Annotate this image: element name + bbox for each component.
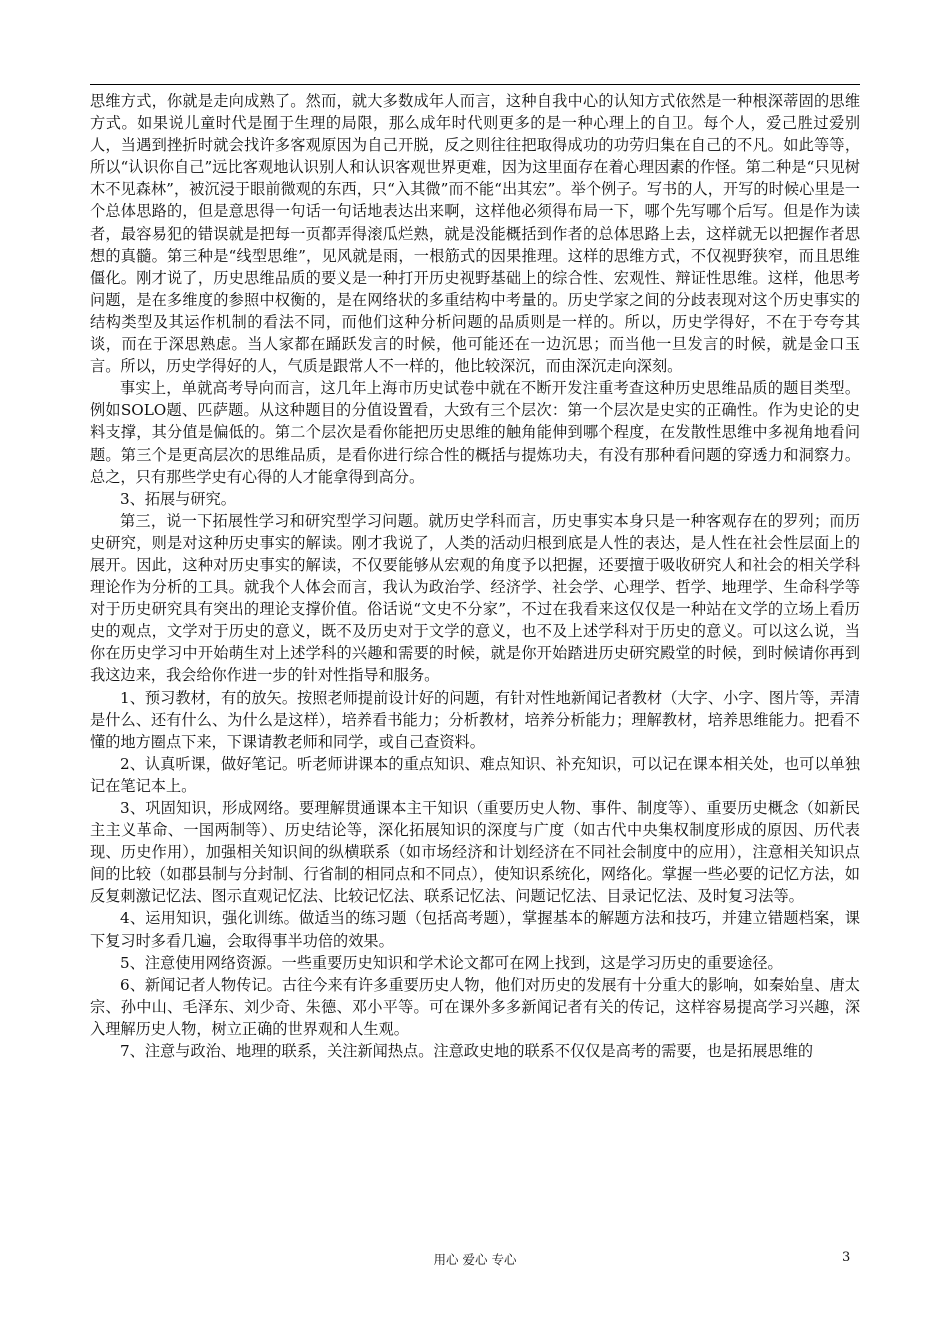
paragraph-10: 6、新闻记者人物传记。古往今来有许多重要历史人物，他们对历史的发展有十分重大的影响，如秦始皇、唐太宗、孙中山、毛泽东、刘少奇、朱德、邓小平等。可在课外多多新闻记者有关的传记，这样容易提高学习兴趣，深入理解历史人物，树立正确的世界观和人生观。 [90, 975, 860, 1038]
paragraph-6: 2、认真听课，做好笔记。听老师讲课本的重点知识、难点知识、补充知识，可以记在课本相关处，也可以单独记在笔记本上。 [90, 754, 860, 795]
paragraph-3: 3、拓展与研究。 [120, 489, 236, 508]
footer-motto: 用心 爱心 专心 [433, 1252, 517, 1267]
paragraph-5: 1、预习教材，有的放矢。按照老师提前设计好的问题，有针对性地新闻记者教材（大字、小字、图片等，弄清是什么、还有什么、为什么是这样），培养看书能力；分析教材，培养分析能力；理解教材，培养思维能力。把看不懂的地方圈点下来，下课请教老师和同学，或自己查资料。 [90, 688, 860, 751]
paragraph-9: 5、注意使用网络资源。一些重要历史知识和学术论文都可在网上找到，这是学习历史的重要途径。 [120, 953, 783, 972]
page-number: 3 [842, 1250, 851, 1265]
paragraph-8: 4、运用知识，强化训练。做适当的练习题（包括高考题），掌握基本的解题方法和技巧，并建立错题档案，课下复习时多看几遍，会取得事半功倍的效果。 [90, 909, 860, 950]
document-body [90, 90, 860, 1062]
header-rule [90, 84, 860, 85]
paragraph-2: 事实上，单就高考导向而言，这几年上海市历史试卷中就在不断开发注重考查这种历史思维品质的题目类型。例如SOLO题、匹萨题。从这种题目的分值设置看，大致有三个层次：第一个层次是史实的正确性。作为史论的史料支撑，其分值是偏低的。第二个层次是看你能把历史思维的触角能伸到哪个程度，在发散性思维中多视角地看问题。第三个是更高层次的思维品质，是看你进行综合性的概括与提炼功夫，有没有那种看问题的穿透力和洞察力。总之，只有那些学史有心得的人才能拿得到高分。 [90, 379, 860, 486]
paragraph-1: 思维方式，你就是走向成熟了。然而，就大多数成年人而言，这种自我中心的认知方式依然是一种根深蒂固的思维方式。如果说儿童时代是囿于生理的局限，那么成年时代则更多的是一种心理上的自卫。每个人，爱己胜过爱别人，当遇到挫折时就会找许多客观原因为自己开脱，反之则往往把取得成功的功劳归集在自己的不凡。如此等等，所以“认识你自己”远比客观地认识别人和认识客观世界更难，因为这里面存在着心理因素的作怪。第二种是“只见树木不见森林”，被沉浸于眼前微观的东西，只“入其微”而不能“出其宏”。举个例子。写书的人，开写的时候心里是一个总体思路的，但是意思得一句话一句话地表达出来啊，这样他必须得布局一下，哪个先写哪个后写。但是作为读者，最容易犯的错误就是把每一页都弄得滚瓜烂熟，就是没能概括到作者的总体思路上去，这样就无以把握作者思想的真髓。第三种是“线型思维”，见风就是雨，一根筋式的因果推理。这样的思维方式，不仅视野狭窄，而且思维僵化。刚才说了，历史思维品质的要义是一种打开历史视野基础上的综合性、宏观性、辩证性思维。这样，他思考问题，是在多维度的参照中权衡的，是在网络状的多重结构中考量的。历史学家之间的分歧表现对这个历史事实的结构类型及其运作机制的看法不同，而他们这种分析问题的品质则是一样的。所以，历史学得好，不在于夸夸其谈，而在于深思熟虑。当人家都在踊跃发言的时候，他可能还在一边沉思；而当他一旦发言的时候，就是金口玉言。所以，历史学得好的人，气质是跟常人不一样的，他比较深沉，而由深沉走向深刻。 [90, 92, 860, 376]
paragraph-7: 3、巩固知识，形成网络。要理解贯通课本主干知识（重要历史人物、事件、制度等）、重要历史概念（如新民主主义革命、一国两制等）、历史结论等，深化拓展知识的深度与广度（如古代中央集权制度形成的原因、历代表现、历史作用），加强相关知识间的纵横联系（如市场经济和计划经济在不同社会制度中的应用），注意相关知识点间的比较（如郡县制与分封制、行省制的相同点和不同点），使知识系统化，网络化。掌握一些必要的记忆方法，如反复刺激记忆法、图示直观记忆法、比较记忆法、联系记忆法、问题记忆法、目录记忆法、及时复习法等。 [90, 799, 860, 906]
paragraph-4: 第三，说一下拓展性学习和研究型学习问题。就历史学科而言，历史事实本身只是一种客观存在的罗列；而历史研究，则是对这种历史事实的解读。刚才我说了，人类的活动归根到底是人性的表达，是人性在社会性层面上的展开。因此，这种对历史事实的解读，不仅要能够从宏观的角度予以把握，还要擅于吸收研究人和社会的相关学科理论作为分析的工具。就我个人体会而言，我认为政治学、经济学、社会学、心理学、哲学、地理学、生命科学等对于历史研究具有突出的理论支撑价值。俗话说“文史不分家”，不过在我看来这仅仅是一种站在文学的立场上看历史的观点，文学对于历史的意义，既不及历史对于文学的意义，也不及上述学科对于历史的意义。可以这么说，当你在历史学习中开始萌生对上述学科的兴趣和需要的时候，就是你开始踏进历史研究殿堂的时候，到时候请你再到我这边来，我会给你作进一步的针对性指导和服务。 [90, 511, 860, 685]
paragraph-11: 7、注意与政治、地理的联系，关注新闻热点。注意政史地的联系不仅仅是高考的需要，也是拓展思维的 [120, 1042, 814, 1061]
